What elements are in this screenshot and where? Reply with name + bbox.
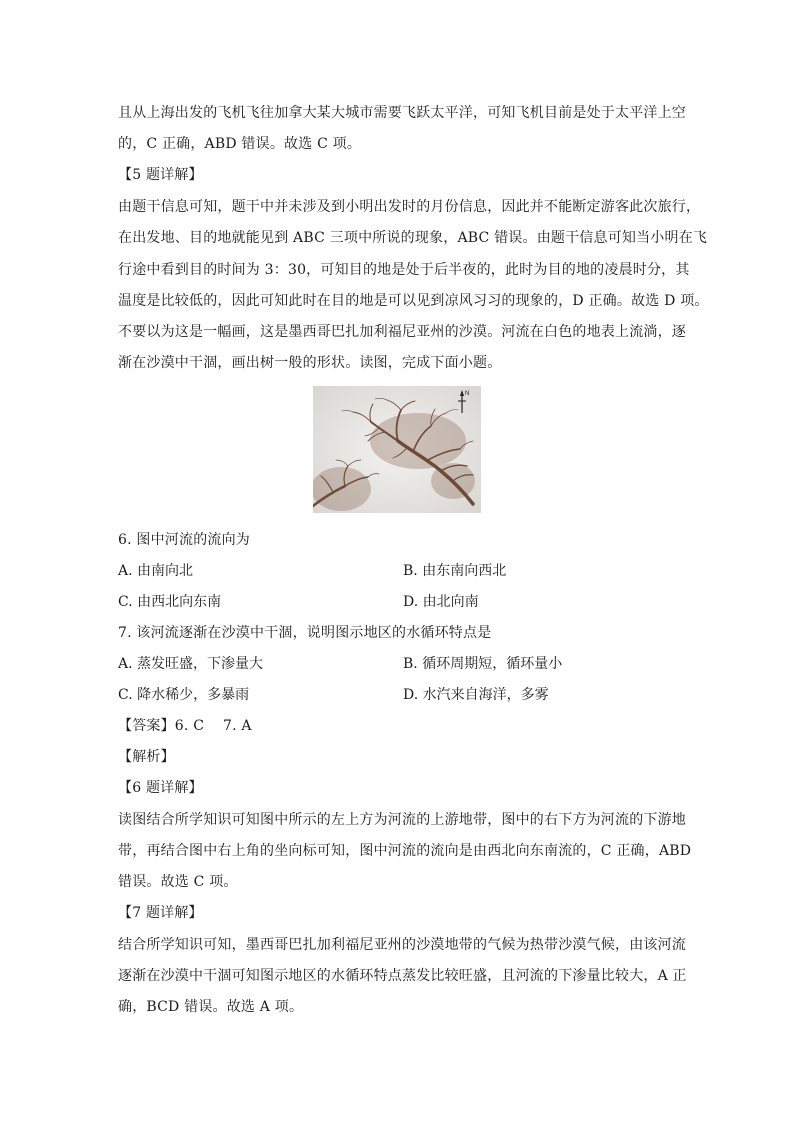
north-label: N [465,391,470,397]
q5-line-4: 温度是比较低的，因此可知此时在目的地是可以见到凉风习习的现象的，D 正确。故选 D 项。 [118,293,709,309]
q7-line-1: 结合所学知识可知，墨西哥巴扎加利福尼亚州的沙漠地带的气候为热带沙漠气候，由该河流 [118,937,686,953]
q7-line-2: 逐渐在沙漠中干涸可知图示地区的水循环特点蒸发比较旺盛，且河流的下渗量比较大，A 正 [118,968,687,984]
q6-option-d: D. 由北向南 [403,594,479,610]
q7-line-3: 确，BCD 错误。故选 A 项。 [118,999,304,1015]
q7-heading: 【7 题详解】 [118,905,203,921]
answer-line: 【答案】6. C 7. A [118,718,252,734]
river-illustration [313,386,481,513]
q6-stem: 6. 图中河流的流向为 [118,532,251,548]
q5-line-3: 行途中看到目的时间为 3：30，可知目的地是处于后半夜的，此时为目的地的凌晨时分，其 [118,262,690,278]
q7-option-c: C. 降水稀少，多暴雨 [118,687,250,703]
passage-line-1: 不要以为这是一幅画，这是墨西哥巴扎加利福尼亚州的沙漠。河流在白色的地表上流淌，逐 [118,324,686,340]
intro-line-2: 的，C 正确，ABD 错误。故选 C 项。 [118,136,362,152]
river-tree-image [313,386,481,513]
q6-option-a: A. 由南向北 [118,563,194,579]
q6-option-c: C. 由西北向东南 [118,594,222,610]
q6-line-1: 读图结合所学知识可知图中所示的左上方为河流的上游地带，图中的右下方为河流的下游地 [118,812,686,828]
q6-line-3: 错误。故选 C 项。 [118,874,238,890]
q5-line-1: 由题干信息可知，题干中并未涉及到小明出发时的月份信息，因此并不能断定游客此次旅行， [118,199,701,215]
passage-line-2: 渐在沙漠中干涸，画出树一般的形状。读图，完成下面小题。 [118,355,502,371]
q7-option-d: D. 水汽来自海洋，多雾 [403,687,549,703]
q5-heading: 【5 题详解】 [118,167,203,183]
q6-line-2: 带，再结合图中右上角的坐向标可知，图中河流的流向是由西北向东南流的，C 正确，ABD [118,843,692,859]
q7-stem: 7. 该河流逐渐在沙漠中干涸，说明图示地区的水循环特点是 [118,625,492,641]
q5-line-2: 在出发地、目的地就能见到 ABC 三项中所说的现象，ABC 错误。由题干信息可知当小明在飞 [118,230,708,246]
q7-option-b: B. 循环周期短，循环量小 [403,656,563,672]
q7-option-a: A. 蒸发旺盛，下渗量大 [118,656,264,672]
q6-heading: 【6 题详解】 [118,780,203,796]
q6-option-b: B. 由东南向西北 [403,563,507,579]
analysis-heading: 【解析】 [118,749,175,765]
intro-line-1: 且从上海出发的飞机飞往加拿大某大城市需要飞跃太平洋，可知飞机目前是处于太平洋上空 [118,105,686,121]
